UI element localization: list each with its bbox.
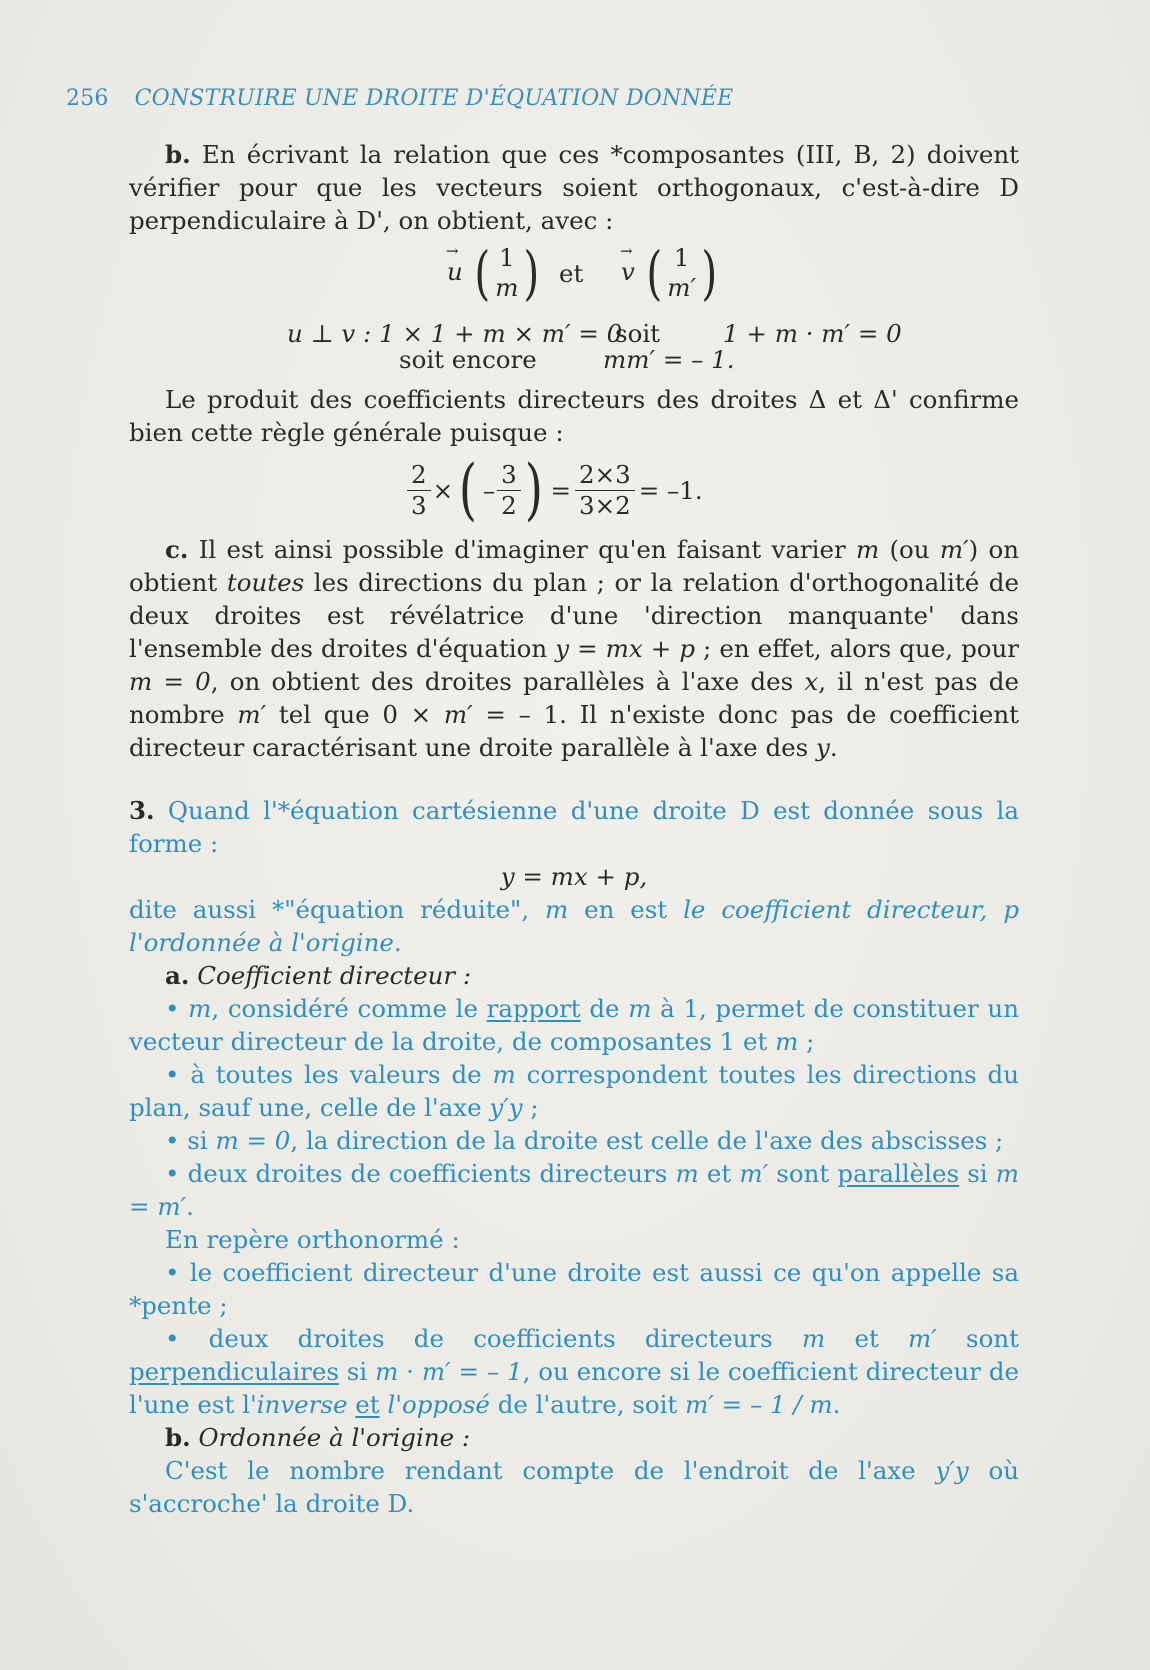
ordonnee-text: C'est le nombre rendant compte de l'endroit de l'axe y′y où s'accroche' la droite D. — [129, 1456, 1019, 1518]
minus-sign: – — [482, 475, 496, 505]
paragraph-c: c. Il est ainsi possible d'imaginer qu'en faisant varier m (ou m′) on obtient toutes les directions du plan ; or la relation d'orthogonalité de deux droites est révélatrice d'une 'direction manquante' dans l'ensemble des droites d'équation y = mx + p ; en effet, alors que, pour m = 0, on obtient des droites parallèles à l'axe des x, il n'est pas de nombre m′ tel que 0 × m′ = – 1. Il n'existe donc pas de coefficient directeur caractérisant une droite parallèle à l'axe des y. — [129, 535, 1020, 762]
vector-u-symbol: → u — [447, 255, 463, 288]
u-top: 1 — [499, 243, 515, 272]
bullet-pente: • le coefficient directeur d'une droite est aussi ce qu'on appelle sa *pente ; — [129, 1258, 1019, 1320]
paragraph-b-text: En écrivant la relation que ces *composantes (III, B, 2) doivent vérifier pour que les vecteurs soient orthogonaux, c'est-à-dire D perpendiculaire à D', on obtient, avec : — [129, 140, 1019, 235]
v-top: 1 — [673, 243, 690, 272]
vector-u: → u ( 1 m ) — [447, 243, 543, 303]
perp-equation-rhs: 1 + m · m′ = 0 — [723, 319, 902, 348]
perp-result: mm′ = – 1. — [603, 345, 735, 374]
times-sign: × — [432, 475, 454, 505]
chapter-title: CONSTRUIRE UNE DROITE D'ÉQUATION DONNÉE — [134, 86, 734, 111]
reduced-equation: y = mx + p, — [500, 862, 648, 891]
running-head — [66, 86, 733, 111]
et-word: et — [559, 259, 584, 288]
bullet-rapport: • m, considéré comme le rapport de m à 1, permet de constituer un vecteur directeur de la droite, de composantes 1 et m ; — [129, 994, 1019, 1056]
bullet-paralleles: • deux droites de coefficients directeurs m et m′ sont parallèles si m = m′. — [129, 1159, 1020, 1221]
label-c: c. — [165, 535, 189, 564]
bullet-directions: • à toutes les valeurs de m correspondent toutes les directions du plan, sauf une, celle de l'axe y′y ; — [129, 1060, 1020, 1122]
fraction-2-3: $\frac{2}{3}$ — [407, 460, 431, 521]
u-bot: m — [495, 273, 519, 302]
v-bot: m′ — [667, 273, 697, 302]
soit-encore: soit encore — [399, 345, 537, 374]
dite-aussi: dite aussi *"équation réduite", m en est le coefficient directeur, p l'ordonnée à l'origine. — [129, 895, 1020, 957]
section-3-number: 3. — [129, 796, 155, 825]
vector-v-symbol: → v — [621, 255, 635, 288]
spacer — [129, 764, 1019, 794]
page-content — [129, 138, 1019, 1520]
bullet-m-zero: • si m = 0, la direction de la droite est celle de l'axe des abscisses ; — [165, 1126, 1004, 1155]
fraction-product-result: $\frac{2\times 3}{3\times 2}$ — [575, 460, 635, 521]
perp-equation: u ⊥ v : 1 × 1 + m × m′ = 0 — [287, 319, 623, 348]
page-number: 256 — [66, 86, 109, 111]
product-result: = –1. — [638, 475, 703, 505]
fraction-product: $\frac{2}{3}$ × ( – $\frac{3}{2}$ ) = $\frac{2\times 3}{3\times 2}$ = –1. — [129, 455, 1019, 529]
fraction-3-2: $\frac{3}{2}$ — [497, 460, 521, 521]
vector-v: → v ( 1 m′ ) — [621, 243, 721, 303]
label-b: b. — [165, 140, 191, 169]
equals-sign: = — [550, 475, 571, 505]
vectors-block — [129, 237, 1019, 374]
subsection-b-title: b. Ordonnée à l'origine : — [165, 1423, 471, 1452]
repere-orthonorme: En repère orthonormé : — [165, 1225, 460, 1254]
bullet-perpendiculaires: • deux droites de coefficients directeurs m et m′ sont perpendiculaires si m · m′ = – 1, ou encore si le coefficient directeur de l'une est l'inverse et l'opposé de l'autre, soit m′ = – 1 / m. — [129, 1324, 1019, 1419]
section-3-intro: 3. Quand l'*équation cartésienne d'une droite D est donnée sous la forme : — [129, 796, 1019, 858]
subsection-a-title: a. Coefficient directeur : — [165, 961, 472, 990]
paragraph-produit: Le produit des coefficients directeurs des droites Δ et Δ' confirme bien cette règle générale puisque : — [129, 385, 1019, 447]
paragraph-b — [129, 138, 1019, 237]
soit-word: soit — [615, 319, 661, 348]
